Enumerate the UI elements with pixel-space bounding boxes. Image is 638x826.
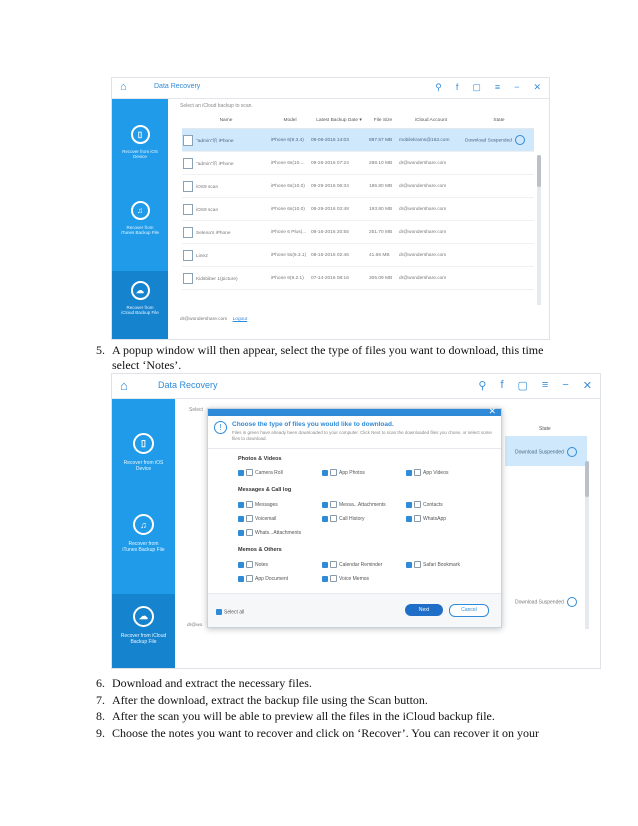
backup-file-icon [183,204,193,215]
option-messages[interactable]: Messages [238,501,278,508]
column-header[interactable]: State [464,113,534,129]
table-row[interactable]: iOS9 scan iPhone 6s(10.0) 09-29-2016 06:34 186.80 MB dr@wondershare.com [182,175,534,198]
voicemail-icon [246,515,253,522]
call-icon [330,515,337,522]
step-text: A popup window will then appear, select the type of files you want to download, this time [112,343,544,357]
step-number: 7. [96,692,105,707]
step-text: After the scan you will be able to preview all the files in the iCloud backup file. [112,709,495,723]
group-title: Messages & Call log [238,487,292,493]
facebook-icon[interactable]: f [500,379,504,391]
step-text: After the download, extract the backup file using the Scan button. [112,692,428,707]
option-call-history[interactable]: Call History [322,515,365,522]
step-7 [96,692,576,709]
music-icon: ♫ [131,201,150,220]
notes-icon [246,561,253,568]
photo-icon [330,469,337,476]
scrollbar[interactable] [537,155,541,305]
column-header: State [539,426,551,432]
sidebar [112,99,168,339]
scrollbar-thumb[interactable] [537,155,541,187]
scan-prompt: Select an iCloud backup to scan. [180,103,253,109]
sidebar [112,399,175,668]
option-app-videos[interactable]: App Videos [406,469,448,476]
table-row[interactable]: "admin"的 iPhone iPhone 6(9.3.4) 09-06-2016 14:03 897.57 MB mobilekrams@163.com Download Suspended [182,129,534,152]
phone-icon: ▯ [131,125,150,144]
status-badge: Download Suspended [515,447,577,457]
table-row[interactable]: iOS9 scan iPhone 6s(10.0) 08-29-2016 03:48 193.80 MB dr@wondershare.com [182,198,534,221]
table-row[interactable]: "admin"的 iPhone iPhone 6s(10.... 09-26-2016 07:24 288.10 MB dr@wondershare.com [182,152,534,175]
download-icon[interactable] [567,597,577,607]
checkbox-checked-icon[interactable] [238,562,244,568]
scrollbar-thumb[interactable] [585,461,589,497]
key-icon[interactable]: ⚲ [435,82,442,92]
app-title: Data Recovery [154,83,201,90]
column-header[interactable]: File Size [368,113,398,129]
download-icon[interactable] [515,135,525,145]
bookmark-icon [414,561,421,568]
column-header[interactable]: Model [270,113,310,129]
main-content [168,99,549,339]
sidebar-item-label: Recover from iTunes Backup File [120,225,160,235]
table-row[interactable]: Kidsbiber 1(picture) iPhone 6(9.2.1) 07-14-2016 08:16 305.09 MB dr@wondershare.com [182,267,534,290]
step-number: 5. [96,343,105,357]
option-voicemail[interactable]: Voicemail [238,515,276,522]
checkbox-checked-icon[interactable] [216,609,222,615]
status-badge: Download Suspended [465,138,512,144]
select-all-checkbox[interactable]: Select all [216,609,244,615]
document-icon [246,575,253,582]
divider [208,448,501,449]
table-header [182,113,534,129]
backup-file-icon [183,250,193,261]
sidebar-item-label: Recover from iTunes Backup File [122,541,165,553]
close-icon[interactable]: ✕ [582,380,592,392]
minimize-icon[interactable]: − [514,82,520,92]
sidebar-item-ios-device[interactable] [112,433,175,493]
backup-file-icon [183,273,193,284]
attachment-icon [246,529,253,536]
app-title: Data Recovery [158,380,218,390]
attachment-icon [330,501,337,508]
title-bar [112,374,600,399]
column-header[interactable]: Latest Backup Date ▾ [310,113,368,129]
sidebar-item-itunes-backup[interactable] [112,514,175,576]
sidebar-item-icloud-backup[interactable] [112,594,175,669]
account-footer [180,317,247,322]
option-calendar-reminder[interactable]: Calendar Reminder [322,561,382,568]
file-type-dialog [207,408,502,628]
sidebar-item-label: Recover from iOS Device [123,460,164,472]
checkbox-checked-icon[interactable] [322,502,328,508]
music-icon: ♫ [133,514,154,535]
logout-link[interactable]: Logout [232,317,248,322]
home-icon[interactable]: ⌂ [120,81,127,93]
dialog-close-icon[interactable]: ✕ [488,406,496,416]
dialog-description: Files in green have already been downloaded to your computer. Click Next to scan the downloaded files you chose, or select some files to download. [232,430,492,441]
backup-file-icon [183,181,193,192]
step-number: 6. [96,676,105,690]
home-icon[interactable]: ⌂ [120,378,128,393]
download-icon[interactable] [567,447,577,457]
dialog-title-bar [208,406,501,416]
sidebar-item-label: Recover from iCloud Backup File [120,633,167,645]
checkbox-checked-icon[interactable] [238,530,244,536]
step-text: Download and extract the necessary files. [112,676,312,690]
account-footer: dr@wo [187,623,203,628]
option-app-photos[interactable]: App Photos [322,469,365,476]
checkbox-checked-icon[interactable] [322,576,328,582]
scan-prompt: Select [189,407,203,413]
backup-table [182,113,534,290]
whatsapp-icon [414,515,421,522]
backup-file-icon [183,135,193,146]
option-camera-roll[interactable]: Camera Roll [238,469,283,476]
cloud-icon: ☁ [133,606,154,627]
option-whatsapp[interactable]: WhatsApp [406,515,446,522]
option-whatsapp-attachments[interactable]: Whats...Attachments [238,529,301,536]
contact-icon [414,501,421,508]
table-row[interactable]: Selena's iPhone iPhone 6 Plus(... 08-16-2016 20:55 251.70 MB dr@wondershare.com [182,221,534,244]
dialog-heading: Choose the type of files you would like to download. [232,421,394,428]
checkbox-checked-icon[interactable] [238,470,244,476]
sidebar-item-label: Recover from iCloud Backup File [121,305,159,315]
phone-icon: ▯ [133,433,154,454]
step-6 [96,675,576,692]
group-title: Memos & Others [238,547,282,553]
checkbox-checked-icon[interactable] [238,516,244,522]
feedback-icon[interactable]: ▢ [517,380,528,392]
calendar-icon [330,561,337,568]
table-row[interactable]: Line2 iPhone 5s(9.3.1) 08-15-2016 02:46 41.66 MB dr@wondershare.com [182,244,534,267]
checkbox-checked-icon[interactable] [406,562,412,568]
info-icon: ! [214,421,227,434]
sidebar-item-icloud-backup[interactable] [112,271,168,340]
microphone-icon [330,575,337,582]
status-badge: Download Suspended [515,597,577,607]
checkbox-checked-icon[interactable] [322,562,328,568]
backup-file-icon [183,158,193,169]
close-icon[interactable]: ✕ [533,82,541,92]
option-contacts[interactable]: Contacts [406,501,443,508]
option-safari-bookmark[interactable]: Safari Bookmark [406,561,460,568]
option-notes[interactable]: Notes [238,561,268,568]
checkbox-checked-icon[interactable] [406,502,412,508]
menu-icon[interactable]: ≡ [541,379,549,391]
column-header[interactable]: iCloud Account [398,113,464,129]
column-header[interactable]: Name [182,113,270,129]
next-button[interactable]: Next [405,604,443,616]
cloud-icon: ☁ [131,281,150,300]
checkbox-checked-icon[interactable] [322,516,328,522]
video-icon [414,469,421,476]
option-app-document[interactable]: App Document [238,575,288,582]
camera-icon [246,469,253,476]
step-text: Choose the notes you want to recover and click on ‘Recover’. You can recover it on your [112,725,539,740]
option-voice-memos[interactable]: Voice Memos [322,575,369,582]
key-icon[interactable]: ⚲ [478,380,487,392]
step-number: 8. [96,709,105,723]
step-5 [96,343,566,373]
group-title: Photos & Videos [238,456,282,462]
title-bar [112,78,549,99]
checkbox-checked-icon[interactable] [322,470,328,476]
account-email: dr@wondershare.com [180,317,228,322]
message-icon [246,501,253,508]
sidebar-item-ios-device[interactable] [112,125,168,175]
checkbox-checked-icon[interactable] [406,516,412,522]
checkbox-checked-icon[interactable] [238,502,244,508]
checkbox-checked-icon[interactable] [406,470,412,476]
step-9 [96,725,576,742]
option-message-attachments[interactable]: Messa...Attachments [322,501,386,508]
scrollbar[interactable] [585,461,589,629]
screenshot-icloud-backup-list [111,77,550,340]
step-number: 9. [96,725,105,740]
sidebar-item-label: Recover from iOS Device [122,149,158,159]
step-8 [96,708,576,725]
sidebar-item-itunes-backup[interactable] [112,201,168,257]
steps-list [96,675,576,741]
feedback-icon[interactable]: ▢ [472,82,481,92]
facebook-icon[interactable]: f [455,82,459,92]
checkbox-checked-icon[interactable] [238,576,244,582]
menu-icon[interactable]: ≡ [494,82,501,92]
minimize-icon[interactable]: − [562,379,569,391]
step-text-continued: select ‘Notes’. [112,358,182,372]
cancel-button[interactable]: Cancel [449,604,489,617]
screenshot-download-popup [111,373,601,669]
backup-file-icon [183,227,193,238]
